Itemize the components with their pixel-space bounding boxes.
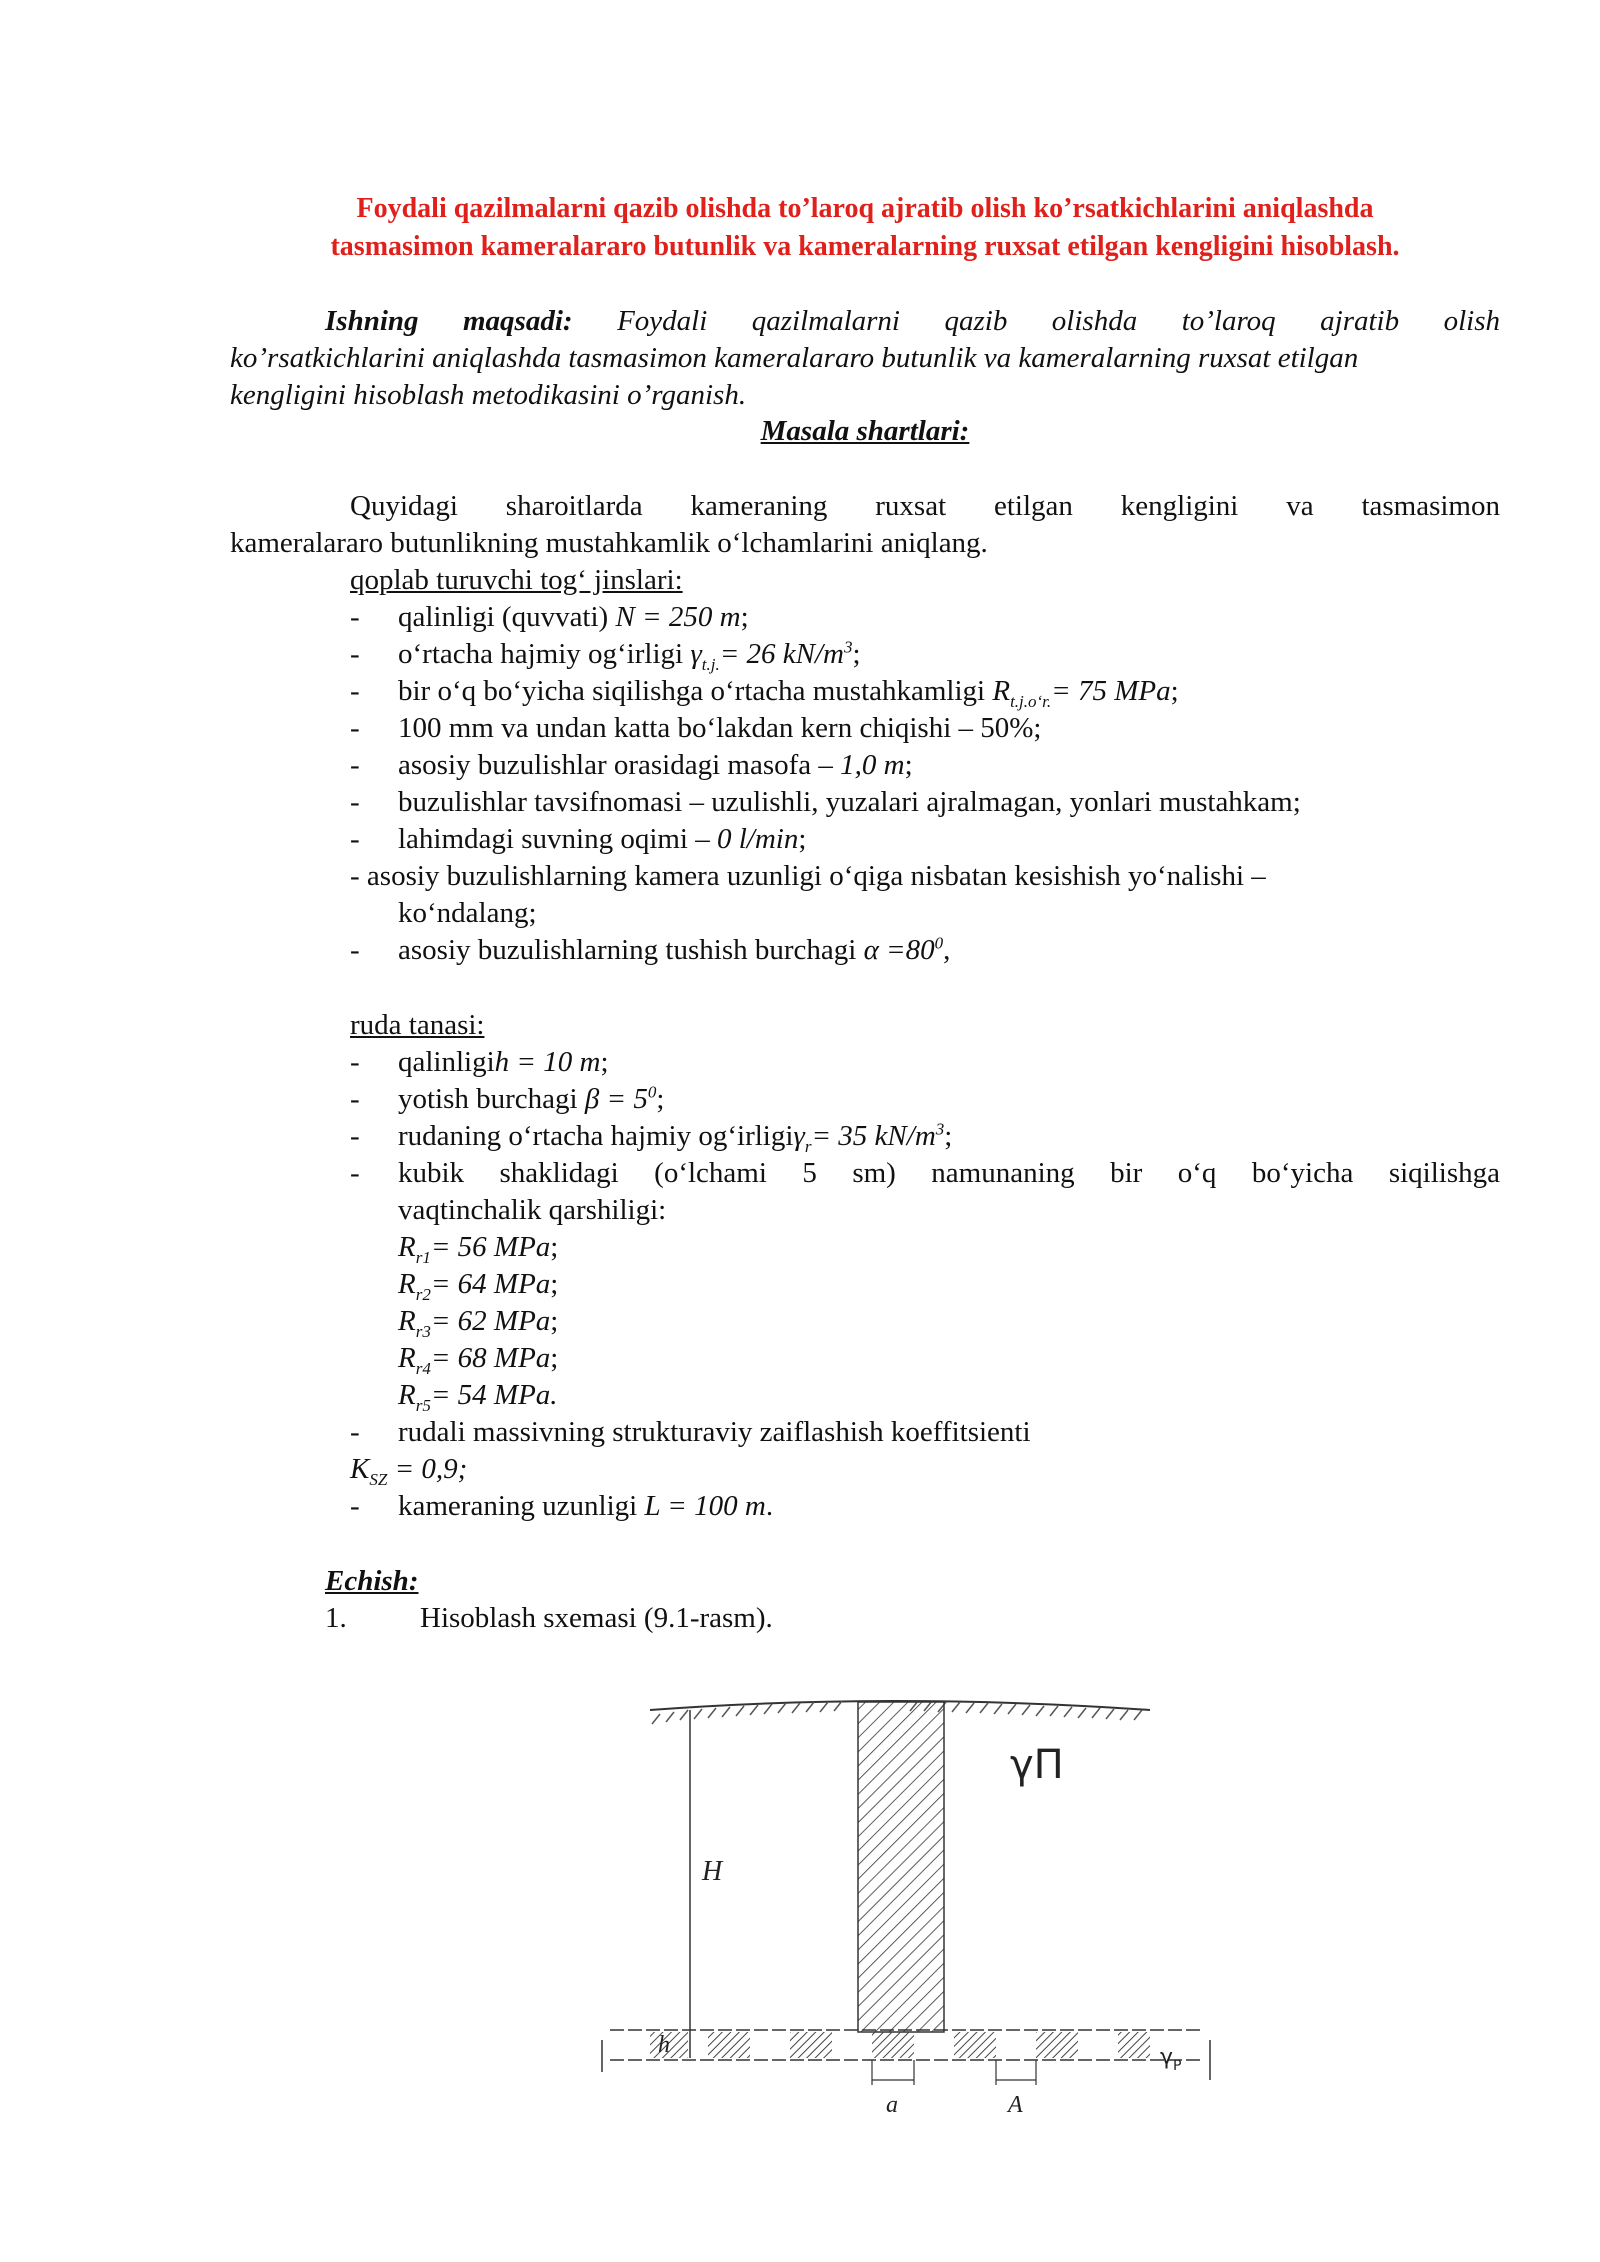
conditions-heading: Masala shartlari: bbox=[760, 415, 970, 447]
goal-line-1 bbox=[325, 303, 1500, 340]
overburden-character: buzulishlar tavsifnomasi – uzulishli, yuzalari ajralmagan, yonlari mustahkam; bbox=[398, 786, 1301, 818]
pillar-column bbox=[858, 1702, 944, 2032]
list-dash: - bbox=[350, 1046, 360, 1078]
list-dash: - bbox=[350, 1416, 360, 1448]
ore-r2: $R_{r2}= 64$ MPa; bbox=[398, 1268, 559, 1304]
overburden-direction-line-2: ko‘ndalang; bbox=[398, 897, 537, 929]
ore-heading: ruda tanasi: bbox=[350, 1009, 485, 1041]
goal-text-1: Foydali qazilmalarni qazib olishda to’laroq ajratib olish bbox=[617, 305, 1501, 337]
list-dash: - bbox=[350, 1120, 360, 1152]
overburden-spacing: asosiy buzulishlar orasidagi masofa – 1,0 m; bbox=[398, 749, 913, 781]
label-gamma-overburden: γП bbox=[1010, 1742, 1064, 1788]
ore-density: rudaning o‘rtacha hajmiy og‘irligiγ$_r$= 35 $kN/m^3$; bbox=[398, 1119, 953, 1156]
list-dash: - bbox=[350, 749, 360, 781]
ore-k-coefficient: $K_{SZ} = 0,9$; bbox=[350, 1453, 468, 1489]
overburden-strength: bir o‘q bo‘yicha siqilishga o‘rtacha mustahkamligi $R_{t.j.o‘r.}= 75$ MPa; bbox=[398, 675, 1179, 711]
goal-label: Ishning maqsadi: bbox=[325, 305, 573, 337]
title-line-1: Foydali qazilmalarni qazib olishda to’laroq ajratib olish ko’rsatkichlarini aniqlashda bbox=[356, 193, 1374, 224]
ore-r4: $R_{r4}= 68$ MPa; bbox=[398, 1342, 559, 1378]
document-title bbox=[230, 190, 1500, 266]
goal-line-3: kengligini hisoblash metodikasini o’rganish. bbox=[230, 379, 747, 411]
intro-line-2: kameralararo butunlikning mustahkamlik o‘lchamlarini aniqlang. bbox=[230, 527, 988, 559]
ore-pillar bbox=[790, 2032, 832, 2058]
overburden-heading: qoplab turuvchi tog‘ jinslari: bbox=[350, 564, 683, 596]
overburden-water: lahimdagi suvning oqimi – 0 l/min; bbox=[398, 823, 807, 855]
list-dash: - bbox=[350, 601, 360, 633]
ore-weakening: rudali massivning strukturaviy zaiflashish koeffitsienti bbox=[398, 1416, 1031, 1448]
list-dash: - bbox=[350, 712, 360, 744]
ore-pillar bbox=[1118, 2032, 1150, 2058]
ore-angle: yotish burchagi $\beta = 5^0$; bbox=[398, 1082, 665, 1115]
ore-pillar bbox=[1036, 2032, 1078, 2058]
goal-line-2: ko’rsatkichlarini aniqlashda tasmasimon kameralararo butunlik va kameralarning ruxsat etilgan bbox=[230, 342, 1359, 374]
ore-length: kameraning uzunligi L = 100 m. bbox=[398, 1490, 774, 1522]
ore-thickness: qalinligih = 10 m; bbox=[398, 1046, 609, 1078]
label-H: H bbox=[702, 1856, 723, 1887]
list-dash: - bbox=[350, 638, 360, 670]
overburden-core: 100 mm va undan katta bo‘lakdan kern chiqishi – 50%; bbox=[398, 712, 1042, 744]
list-dash: - bbox=[350, 675, 360, 707]
list-dash: - bbox=[350, 1083, 360, 1115]
list-dash: - bbox=[350, 1490, 360, 1522]
overburden-dip: asosiy buzulishlarning tushish burchagi $\alpha =80^0$, bbox=[398, 933, 951, 966]
calculation-scheme-diagram bbox=[590, 1680, 1230, 2120]
intro-line-1: Quyidagi sharoitlarda kameraning ruxsat etilgan kengligini va tasmasimon bbox=[350, 490, 1500, 522]
overburden-density: o‘rtacha hajmiy og‘irligi $\gamma_{t.j.}= 26$ $kN/m^3$; bbox=[398, 637, 861, 674]
label-gamma-ore: $\gamma_P$ bbox=[1160, 2045, 1182, 2074]
ore-pillar bbox=[708, 2032, 750, 2058]
ore-cube-line-1: kubik shaklidagi (o‘lchami 5 sm) namunaning bir o‘q bo‘yicha siqilishga bbox=[398, 1157, 1500, 1189]
ore-r3: $R_{r3}= 62$ MPa; bbox=[398, 1305, 559, 1341]
solution-item-number: 1. bbox=[325, 1602, 347, 1634]
label-A: A bbox=[1008, 2092, 1023, 2118]
label-a: a bbox=[886, 2092, 898, 2118]
overburden-thickness: qalinligi (quvvati) N = 250 m; bbox=[398, 601, 749, 633]
list-dash: - bbox=[350, 1157, 360, 1189]
solution-heading: Echish: bbox=[325, 1565, 419, 1597]
ore-pillar bbox=[872, 2032, 914, 2058]
list-dash: - bbox=[350, 823, 360, 855]
ore-r5: $R_{r5}= 54$ MPa. bbox=[398, 1379, 558, 1415]
label-h: h bbox=[658, 2032, 670, 2058]
solution-item-text: Hisoblash sxemasi (9.1-rasm). bbox=[420, 1602, 773, 1634]
list-dash: - bbox=[350, 786, 360, 818]
ore-cube-line-2: vaqtinchalik qarshiligi: bbox=[398, 1194, 667, 1226]
ore-pillar bbox=[954, 2032, 996, 2058]
ore-r1: $R_{r1}= 56$ MPa; bbox=[398, 1231, 559, 1267]
overburden-direction-line-1: - asosiy buzulishlarning kamera uzunligi o‘qiga nisbatan kesishish yo‘nalishi – bbox=[350, 860, 1266, 892]
list-dash: - bbox=[350, 934, 360, 966]
title-line-2: tasmasimon kameralararo butunlik va kameralarning ruxsat etilgan kengligini hisoblash. bbox=[330, 231, 1400, 262]
